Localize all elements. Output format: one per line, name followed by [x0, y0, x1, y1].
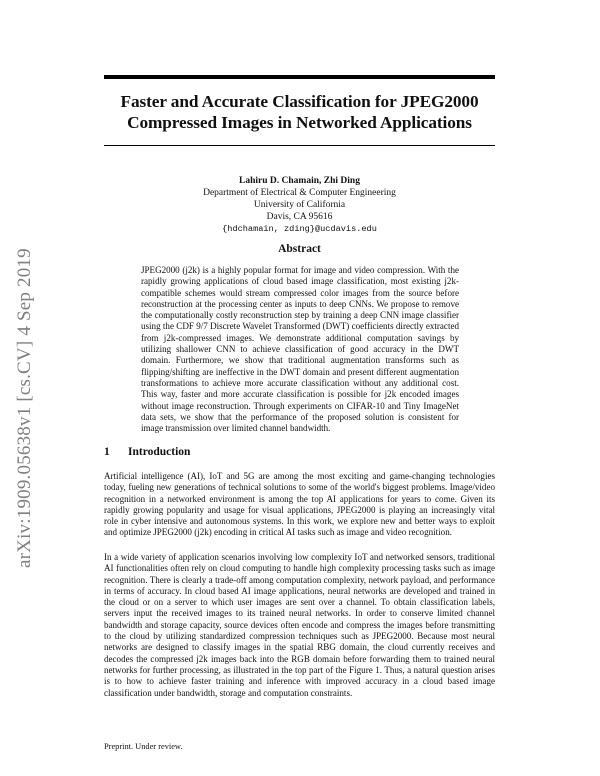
section-heading — [104, 446, 190, 458]
abstract-text: JPEG2000 (j2k) is a highly popular format for image and video compression. With the rapidly growing applications of cloud based image classification, most existing j2k-compatible schemes would stream compressed color images from the source before reconstruction at the processing center as inputs to deep CNNs. We propose to remove the computationally costly reconstruction step by training a deep CNN image classifier using the CDF 9/7 Discrete Wavelet Transformed (DWT) coefficients directly extracted from j2k-compressed images. We demonstrate additional computation savings by utilizing shallower CNN to achieve classification of good accuracy in the DWT domain. Furthermore, we show that traditional augmentation transforms such as flipping/shifting are ineffective in the DWT domain and present different augmentation transformations to achieve more accurate classification without any additional cost. This way, faster and more accurate classification is possible for j2k encoded images without image reconstruction. Through experiments on CIFAR-10 and Tiny ImageNet data sets, we show that the performance of the proposed solution is consistent for image transmission over limited channel bandwidth. — [141, 265, 459, 434]
title-top-rule — [104, 75, 495, 79]
section-number: 1 — [104, 446, 110, 458]
title-line-1: Faster and Accurate Classification for JPEG2000 — [120, 92, 479, 111]
author-university: University of California — [253, 200, 346, 210]
title-line-2: Compressed Images in Networked Applications — [127, 113, 472, 132]
arxiv-identifier-text[interactable]: arXiv:1909.05638v1 [cs.CV] 4 Sep 2019 — [14, 248, 35, 568]
author-names: Lahiru D. Chamain, Zhi Ding — [239, 176, 360, 186]
title-bottom-rule — [104, 145, 495, 146]
section-title: Introduction — [128, 446, 191, 458]
author-email[interactable]: {hdchamain, zding}@ucdavis.edu — [222, 224, 377, 234]
author-location: Davis, CA 95616 — [266, 212, 333, 222]
paper-title — [104, 91, 495, 133]
author-department: Department of Electrical & Computer Engineering — [203, 188, 396, 198]
intro-paragraph-2: In a wide variety of application scenarios involving low complexity IoT and networked sensors, traditional AI functionalities often rely on cloud computing to handle high complexity processing tasks such as image recognition. There is clearly a trade-off among computation complexity, network payload, and performance in terms of accuracy. In cloud based AI image applications, neural networks are developed and trained in the cloud or on a server to which user images are sent over a channel. To obtain classification labels, servers input the received images to its trained neural networks. In order to conserve limited channel bandwidth and storage capacity, source devices often encode and compress the images before transmitting to the cloud by utilizing standardized compression techniques such as JPEG2000. Because most neural networks are designed to classify images in the spatial RBG domain, the cloud currently receives and decodes the compressed j2k images back into the RGB domain before forwarding them to trained neural networks for further processing, as illustrated in the top part of the Figure 1. Thus, a natural question arises is to how to achieve faster training and inference with improved accuracy in a cloud based image classification under bandwidth, storage and computation constraints. — [104, 552, 495, 698]
author-block — [104, 175, 495, 235]
abstract-heading: Abstract — [278, 243, 321, 255]
intro-paragraph-1: Artificial intelligence (AI), IoT and 5G are among the most exciting and game-changing technologies today, fueling new generations of technical solutions to some of the world's biggest problems. Image/video recognition in a networked environment is among the top AI applications for years to come. Given its rapidly growing popularity and usage for visual applications, JPEG2000 is playing an increasingly vital role in cyber intensive and autonomous systems. In this work, we explore new and better ways to exploit and optimize JPEG2000 (j2k) encoding in critical AI tasks such as image and video recognition. — [104, 471, 495, 538]
preprint-footer: Preprint. Under review. — [104, 742, 183, 751]
